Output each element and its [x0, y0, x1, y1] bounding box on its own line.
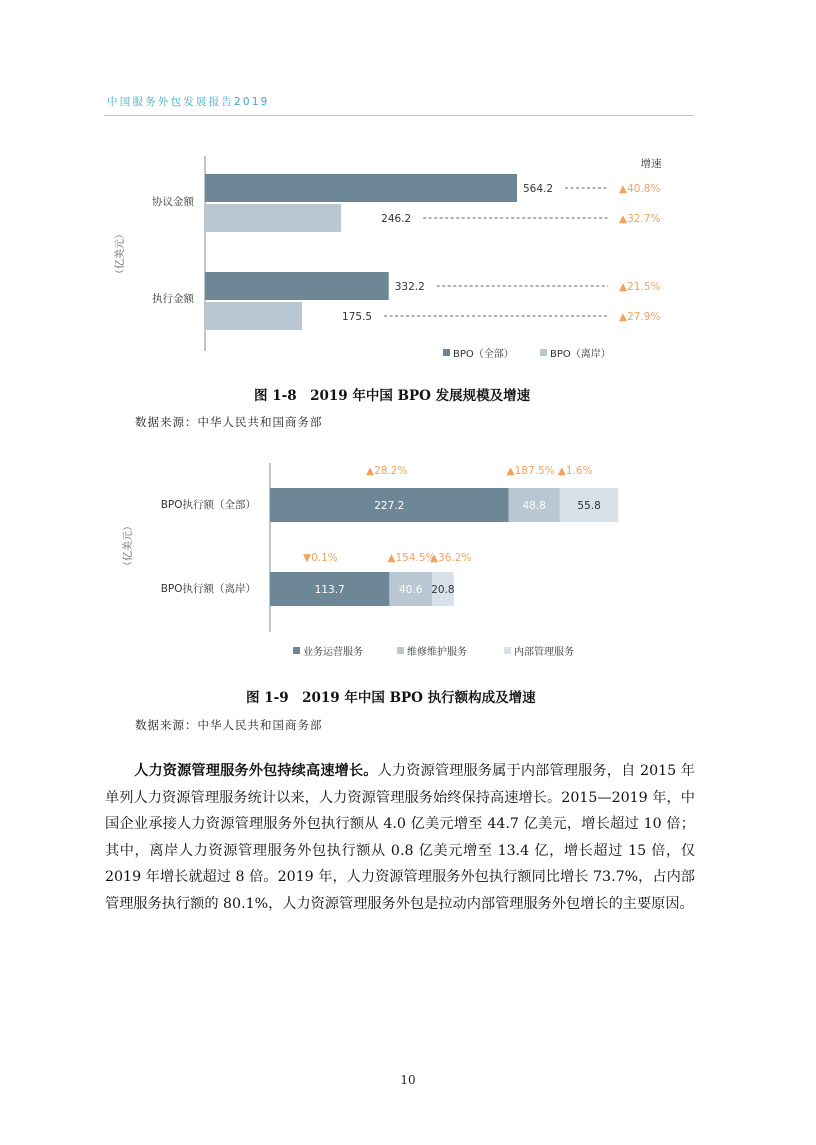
chart2-growth-label: ▲36.2% — [430, 552, 472, 564]
chart1-value-label: 175.5 — [342, 311, 373, 323]
chart1-value-label: 564.2 — [523, 183, 554, 195]
chart1-growth-label: ▲21.5% — [619, 281, 661, 293]
chart2-value-label: 113.7 — [314, 584, 345, 596]
chart2-category-label: BPO执行额（离岸） — [160, 583, 256, 595]
chart1-value-label: 246.2 — [381, 213, 412, 225]
chart1-bar — [205, 272, 389, 300]
chart2-legend-label: 业务运营服务 — [303, 647, 363, 658]
chart1-legend-swatch — [443, 349, 450, 356]
chart2-growth-label: ▲1.6% — [557, 465, 593, 477]
chart2-growth-label: ▲28.2% — [366, 465, 408, 477]
chart2-legend-label: 内部管理服务 — [514, 647, 574, 658]
chart2-legend-swatch — [504, 647, 511, 654]
chart2-growth-label: ▲154.5% — [387, 552, 436, 564]
chart1-growth-label: ▲40.8% — [619, 183, 661, 195]
figure-1-9-caption: 图 1-9 2019 年中国 BPO 执行额构成及增速 — [246, 690, 536, 706]
chart2-growth-label: ▲187.5% — [506, 465, 555, 477]
chart2-value-label: 227.2 — [374, 500, 405, 512]
figure-1-9-chart — [100, 455, 700, 670]
header-divider — [104, 115, 694, 116]
chart2-legend-swatch — [293, 647, 300, 654]
chart2-category-label: BPO执行额（全部） — [160, 499, 256, 511]
chart2-ylabel: （亿美元） — [123, 521, 134, 571]
chart1-bar — [205, 302, 302, 330]
paragraph-lead: 人力资源管理服务外包持续高速增长。 — [134, 763, 378, 779]
chart1-growth-header: 增速 — [640, 158, 662, 170]
report-header-title: 中国服务外包发展报告2019 — [107, 96, 270, 108]
chart1-growth-label: ▲32.7% — [619, 213, 661, 225]
chart1-value-label: 332.2 — [394, 281, 425, 293]
chart2-value-label: 48.8 — [522, 500, 546, 512]
chart1-legend-label: BPO（全部） — [453, 349, 514, 360]
chart1-bar — [205, 204, 341, 232]
chart1-category-label: 执行金额 — [152, 293, 194, 305]
chart1-category-label: 协议金额 — [152, 196, 194, 208]
chart2-growth-label: ▼0.1% — [303, 552, 338, 564]
paragraph-body: 人力资源管理服务属于内部管理服务，自 2015 年单列人力资源管理服务统计以来，人力资源管理服务始终保持高速增长。2015—2019 年，中国企业承接人力资源管理服务外包执行额从 4.0 亿美元增至 44.7 亿美元，增长超过 10 倍；其中，离岸人力资源管理服务外包执行额从 0.8 亿美元增至 13.4 亿，增长超过 15 倍，仅 2019 年增长就超过 8 倍。2019 年，人力资源管理服务外包执行额同比增长 73.7%，占内部管理服务执行额的 80.1%，人力资源管理服务外包是拉动内部管理服务外包增长的主要原因。 — [105, 763, 695, 912]
chart2-legend-label: 维修维护服务 — [407, 647, 467, 658]
chart1-legend-label: BPO（离岸） — [550, 349, 611, 360]
figure-1-8-chart — [100, 148, 700, 368]
figure-1-8-source: 数据来源：中华人民共和国商务部 — [135, 415, 323, 429]
chart1-growth-label: ▲27.9% — [619, 311, 661, 323]
chart1-ylabel: （亿美元） — [115, 229, 126, 279]
figure-1-8-caption: 图 1-8 2019 年中国 BPO 发展规模及增速 — [254, 388, 531, 404]
chart1-bar — [205, 174, 517, 202]
body-paragraph — [105, 758, 695, 918]
chart2-value-label: 55.8 — [577, 500, 601, 512]
chart1-legend-swatch — [540, 349, 547, 356]
chart2-value-label: 40.6 — [399, 584, 423, 596]
page-number: 10 — [400, 1073, 416, 1087]
chart2-value-label: 20.8 — [431, 584, 455, 596]
chart2-legend-swatch — [397, 647, 404, 654]
figure-1-9-source: 数据来源：中华人民共和国商务部 — [135, 718, 323, 732]
